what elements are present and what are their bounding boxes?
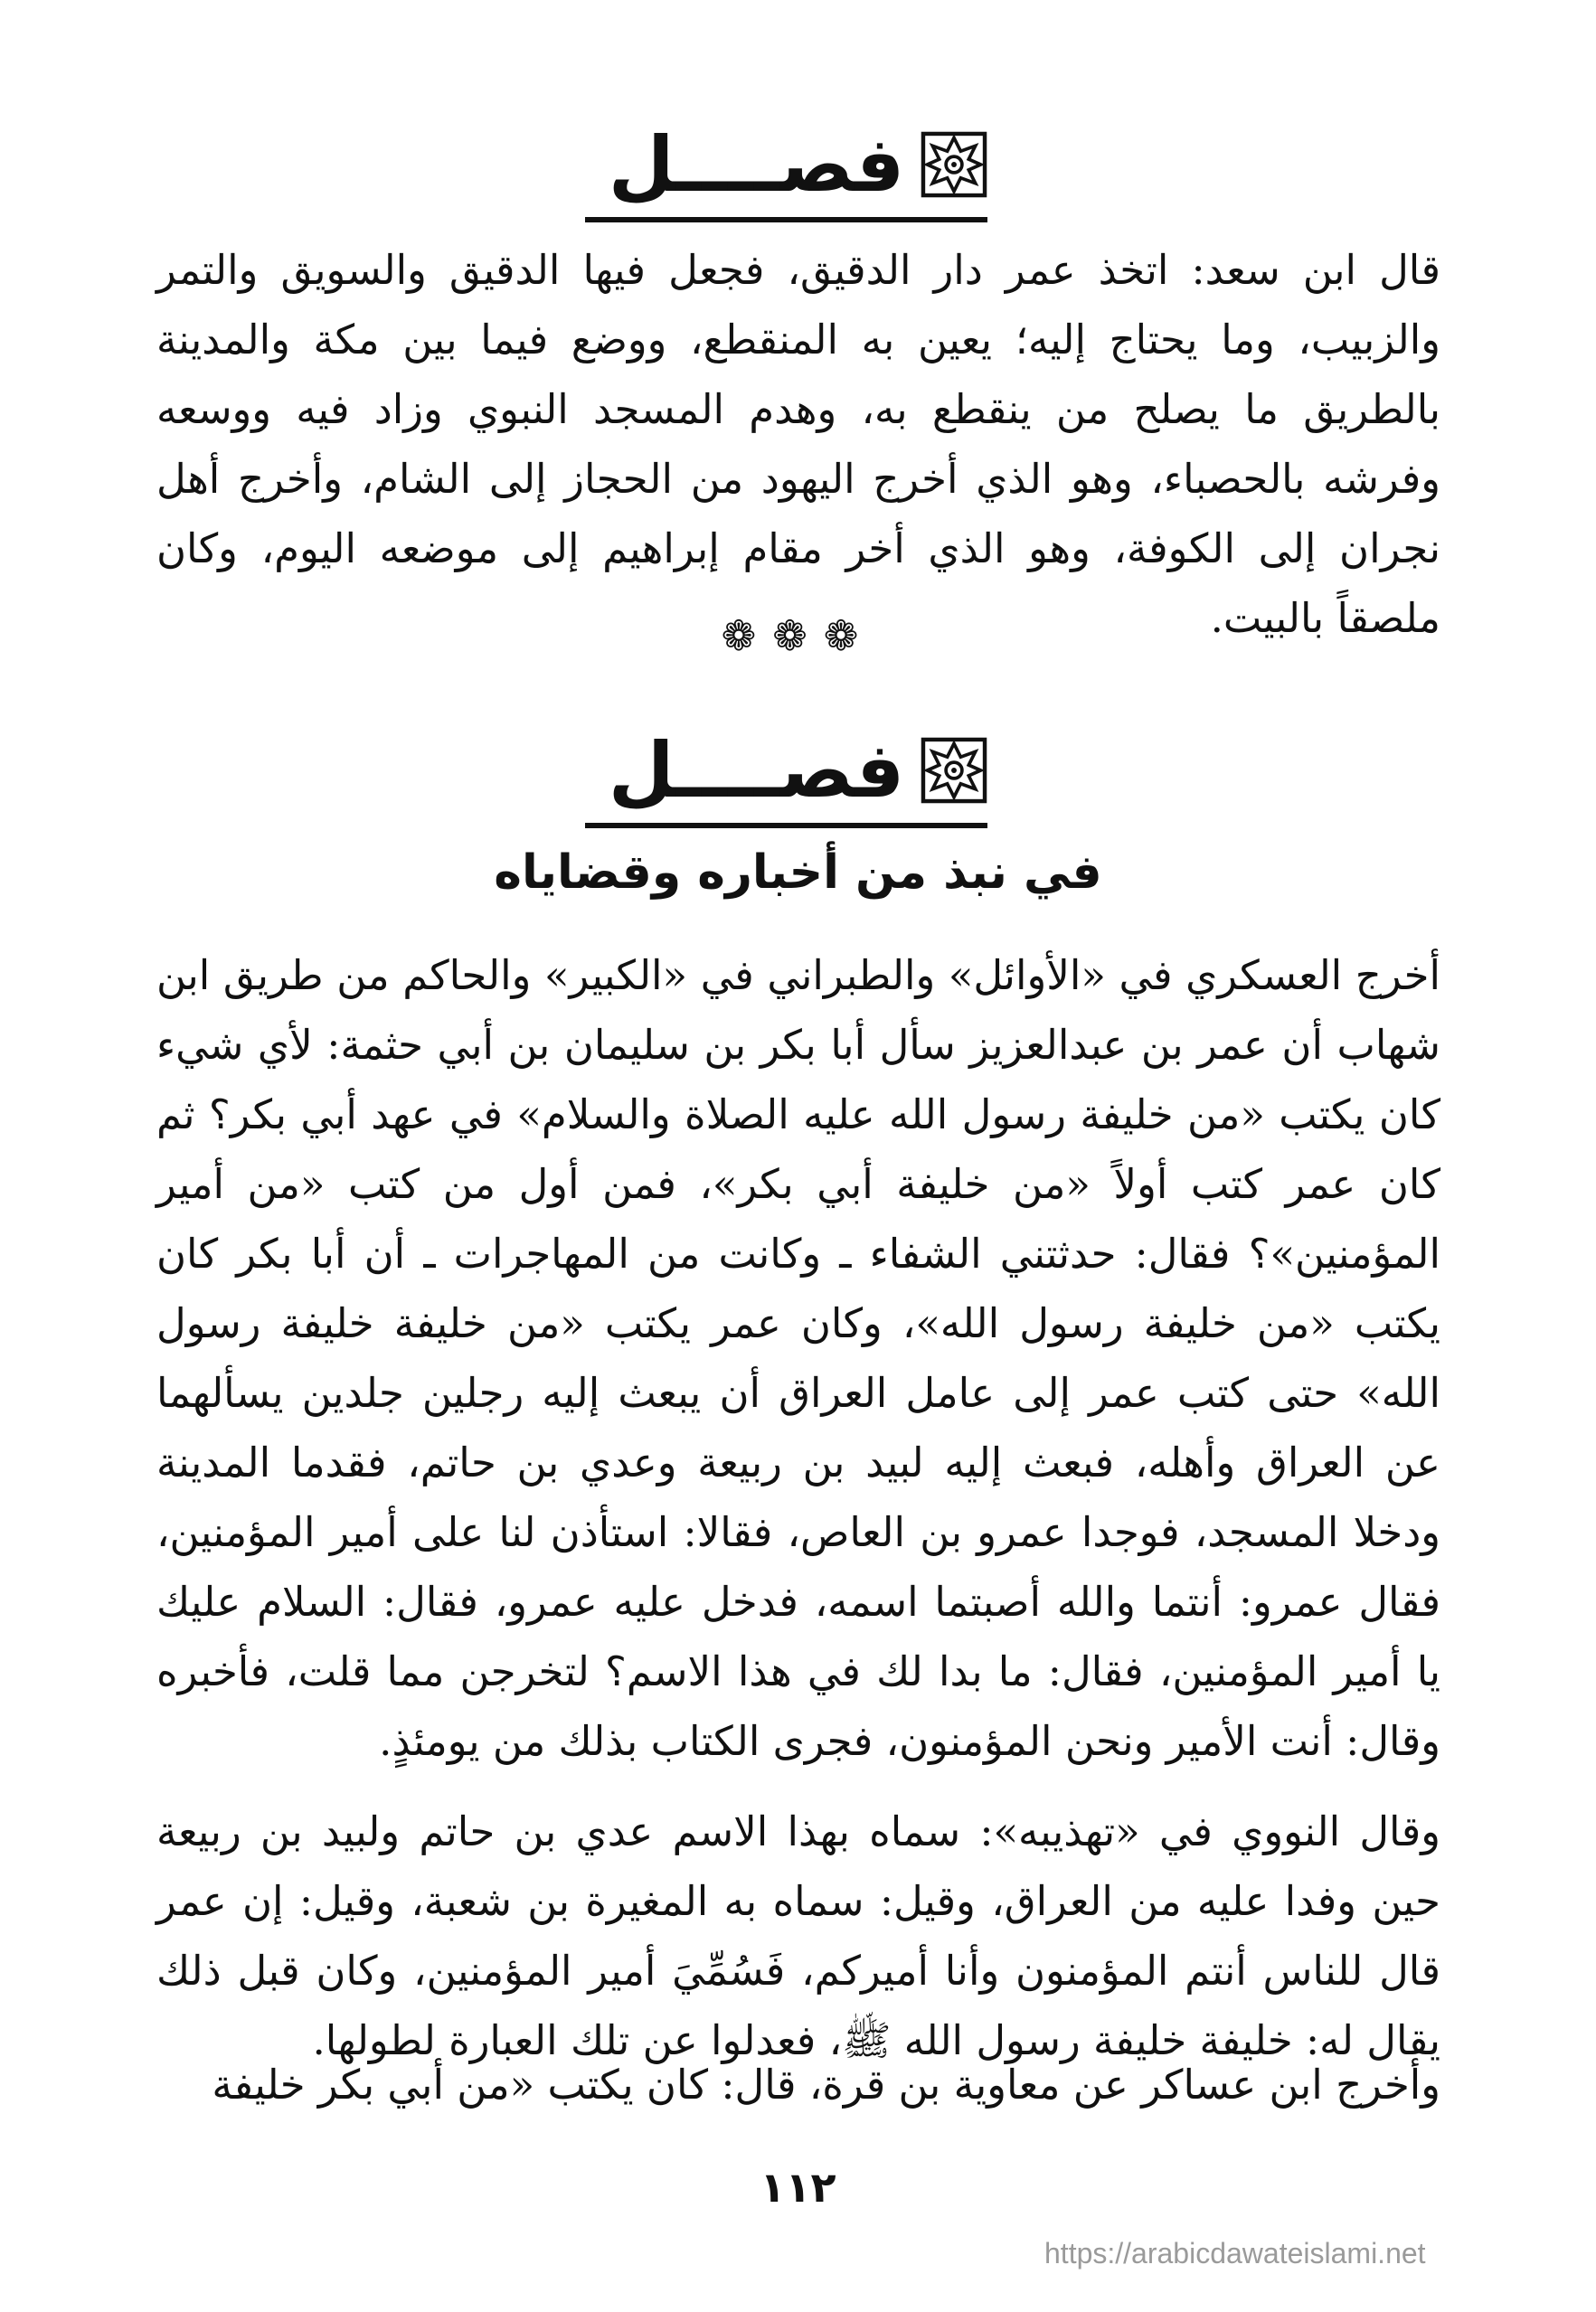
paragraph-nawawi: وقال النووي في «تهذيبه»: سماه بهذا الاسم عدي بن حاتم ولبيد بن ربيعة حين وفدا عليه من العراق، وقيل: سماه به المغيرة بن شعبة، وقيل: إن عمر قال للناس أنتم المؤمنون وأنا أميركم، فَسُمِّيَ أمير المؤمنين، وكان قبل ذلك يقال له: خليفة خليفة رسول الله ﷺ، فعدلوا عن تلك العبارة لطولها.	[156, 1807, 1440, 2064]
paragraph-ibn-asakir: وأخرج ابن عساكر عن معاوية بن قرة، قال: كان يكتب «من أبي بكر خليفة	[212, 2061, 1440, 2109]
paragraph-amir-al-muminin: أخرج العسكري في «الأوائل» والطبراني في «الكبير» والحاكم من طريق ابن شهاب أن عمر بن عبدالعزيز سأل أبا بكر بن سليمان بن أبي حثمة: لأي شيء كان يكتب «من خليفة رسول الله عليه الصلاة والسلام» في عهد أبي بكر؟ ثم كان عمر كتب أولاً «من خليفة أبي بكر»، فمن أول من كتب «من أمير المؤمنين»؟ فقال: حدثتني الشفاء ـ وكانت من المهاجرات ـ أن أبا بكر كان يكتب «من خليفة رسول الله»، وكان عمر يكتب «من خليفة خليفة رسول الله» حتى كتب عمر إلى عامل العراق أن يبعث إليه رجلين جلدين يسألهما عن العراق وأهله، فبعث إليه لبيد بن ربيعة وعدي بن حاتم، فقدما المدينة ودخلا المسجد، فوجدا عمرو بن العاص، فقالا: استأذن لنا على أمير المؤمنين، فقال عمرو: أنتما والله أصبتما اسمه، فدخل عليه عمرو، فقال: السلام عليك يا أمير المؤمنين، فقال: ما بدا لك في هذا الاسم؟ لتخرجن مما قلت، فأخبره وقال: أنت الأمير ونحن المؤمنون، فجرى الكتاب بذلك من يومئذٍ.	[156, 951, 1440, 1765]
section-heading-1	[0, 120, 1596, 209]
octagonal-star-ornament-icon	[921, 737, 987, 804]
paragraph-dar-al-daqiq: قال ابن سعد: اتخذ عمر دار الدقيق، فجعل فيها الدقيق والسويق والتمر والزبيب، وما يحتاج إليه؛ يعين به المنقطع، ووضع فيما بين مكة والمدينة بالطريق ما يصلح من ينقطع به، وهدم المسجد النبوي وزاد فيه ووسعه وفرشه بالحصباء، وهو الذي أخرج اليهود من الحجاز إلى الشام، وأخرج أهل نجران إلى الكوفة، وهو الذي أخر مقام إبراهيم إلى موضعه اليوم، وكان ملصقاً بالبيت.	[156, 246, 1441, 642]
heading-underline	[585, 823, 988, 828]
octagonal-star-ornament-icon	[921, 131, 987, 198]
section-subtitle: في نبذ من أخباره وقضاياه	[494, 845, 1102, 900]
section-heading-text: فصــــل	[608, 120, 905, 209]
watermark-url: https://arabicdawateislami.net	[1044, 2237, 1426, 2270]
section-heading-text: فصــــل	[608, 726, 905, 815]
heading-underline	[585, 217, 988, 222]
section-heading-2	[0, 726, 1596, 815]
page-number: ١١٢	[760, 2163, 836, 2212]
flower-asterisk-icon: ❁❁❁	[721, 611, 875, 660]
